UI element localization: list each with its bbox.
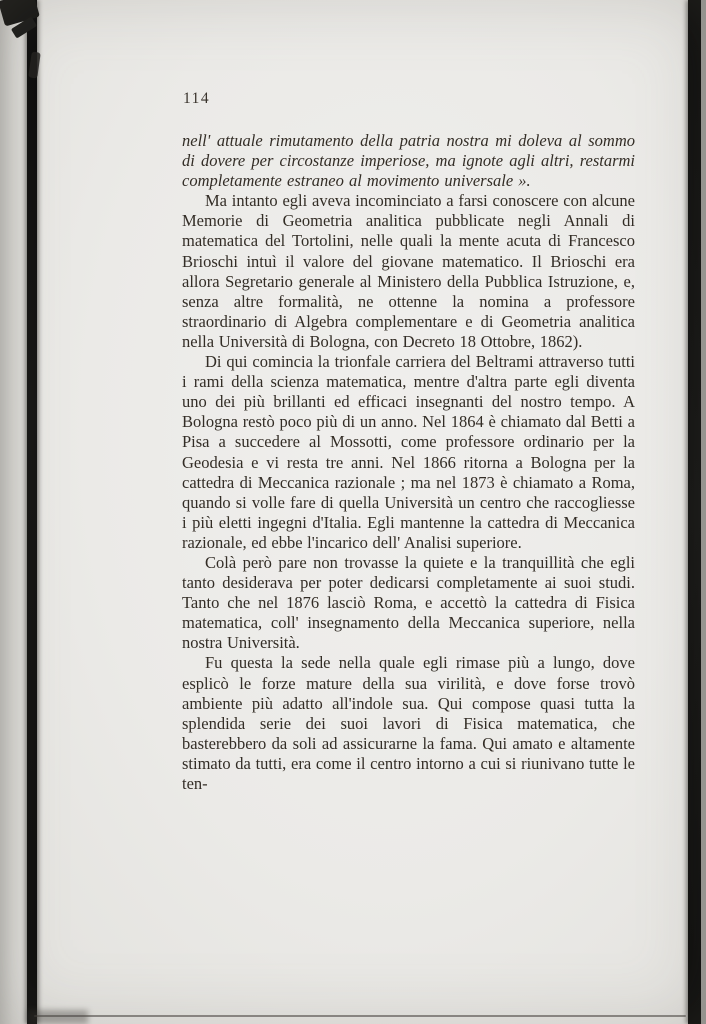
paragraph: Colà però pare non trovasse la quiete e la tranquillità che egli tanto desiderava per poter dedicarsi completamente ai suoi studi. Tanto che nel 1876 lasciò Roma, e accettò la cattedra di Fisica matematica, coll' insegnamento della Meccanica superiore, nella nostra Università. bbox=[182, 552, 635, 653]
page-number: 114 bbox=[183, 90, 211, 107]
paragraph: Fu questa la sede nella quale egli rimase più a lungo, dove esplicò le forze mature della sua virilità, e dove forse trovò ambiente più adatto all'indole sua. Qui compose quasi tutta la splendida serie dei suoi lavori di Fisica matematica, che basterebbero da soli ad assicurarne la fama. Qui amato e altamente stimato da tutti, era come il centro intorno a cui si riunivano tutte le ten- bbox=[182, 653, 635, 793]
bottom-edge-line bbox=[34, 1015, 686, 1017]
paragraph-quote-continuation: nell' attuale rimutamento della patria nostra mi doleva al sommo di dovere per circostanze imperiose, ma ignote agli altri, restarmi completamente estraneo al movimento universale ». bbox=[182, 131, 635, 191]
right-edge-sliver bbox=[701, 0, 706, 1024]
left-gutter-shadow bbox=[0, 0, 28, 1024]
text-block bbox=[182, 131, 635, 794]
binding-strip-left bbox=[27, 0, 37, 1024]
paragraph: Ma intanto egli aveva incominciato a farsi conoscere con alcune Memorie di Geometria analitica pubblicate negli Annali di matematica del Tortolini, nelle quali la mente acuta di Francesco Brioschi intuì il valore del giovane matematico. Il Brioschi era allora Segretario generale al Ministero della Pubblica Istruzione, e, senza altre formalità, ne ottenne la nomina a professore straordinario di Algebra complementare e di Geometria analitica nella Università di Bologna, con Decreto 18 Ottobre, 1862). bbox=[182, 191, 635, 351]
bottom-edge-smudge bbox=[28, 1010, 88, 1024]
paragraph: Di qui comincia la trionfale carriera del Beltrami attraverso tutti i rami della scienza matematica, mentre d'altra parte egli diventa uno dei più brillanti ed efficaci insegnanti del nostro tempo. A Bologna restò poco più di un anno. Nel 1864 è chiamato dal Betti a Pisa a succedere al Mossotti, come professore ordinario per la Geodesia e vi resta tre anni. Nel 1866 ritorna a Bologna per la cattedra di Meccanica razionale ; ma nel 1873 è chiamato a Roma, quando si volle fare di quella Università un centro che raccogliesse i più eletti ingegni d'Italia. Egli mantenne la cattedra di Meccanica razionale, ed ebbe l'incarico dell' Analisi superiore. bbox=[182, 352, 635, 552]
binding-strip-right bbox=[688, 0, 701, 1024]
